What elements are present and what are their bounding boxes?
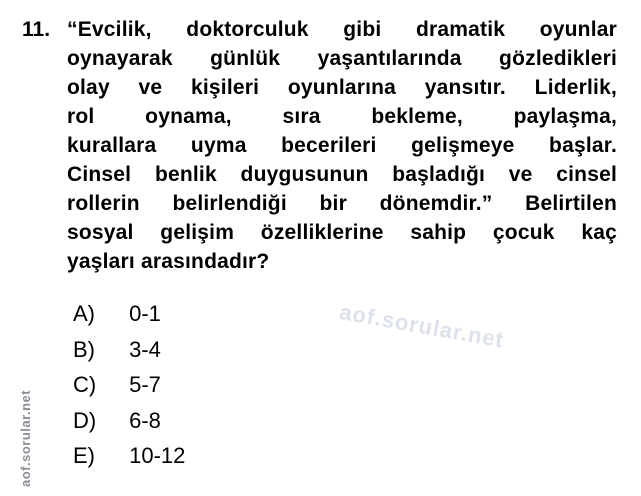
question-text bbox=[67, 15, 617, 276]
question-number: 11. bbox=[22, 18, 51, 41]
watermark-left-vertical: aof.sorular.net bbox=[18, 389, 33, 487]
option-letter: C) bbox=[73, 372, 97, 397]
question-line: rollerin belirlendiği bir dönemdir.” Belirtilen bbox=[67, 192, 617, 215]
question-line: yaşları arasındadır? bbox=[67, 250, 270, 273]
question-line: sosyal gelişim özelliklerine sahip çocuk kaç bbox=[67, 221, 617, 244]
option-letter: A) bbox=[73, 301, 95, 326]
watermark-center: aof.sorular.net bbox=[337, 299, 507, 353]
option-row bbox=[73, 296, 185, 332]
option-letter: D) bbox=[73, 407, 97, 433]
option-letter: B) bbox=[73, 336, 95, 362]
question-line: kurallara uyma becerileri gelişmeye başlar. bbox=[67, 134, 617, 157]
option-value: 0-1 bbox=[129, 301, 161, 326]
question-line: Cinsel benlik duygusunun başladığı ve cinsel bbox=[67, 163, 617, 186]
option-value: 10-12 bbox=[129, 443, 186, 468]
option-row bbox=[73, 403, 185, 439]
question-line: “Evcilik, doktorculuk gibi dramatik oyunlar bbox=[67, 18, 617, 41]
question-line: oynayarak günlük yaşantılarında gözledikleri bbox=[67, 47, 617, 70]
option-value: 6-8 bbox=[129, 407, 161, 433]
option-row bbox=[73, 367, 185, 403]
option-value: 3-4 bbox=[129, 336, 161, 362]
question-line: olay ve kişileri oyunlarına yansıtır. Liderlik, bbox=[67, 76, 617, 99]
option-value: 5-7 bbox=[129, 372, 161, 397]
question-line: rol oynama, sıra bekleme, paylaşma, bbox=[67, 105, 617, 128]
option-letter: E) bbox=[73, 443, 95, 468]
question-block bbox=[22, 15, 617, 276]
option-row bbox=[73, 438, 185, 474]
options-list bbox=[73, 296, 185, 474]
option-row bbox=[73, 332, 185, 368]
